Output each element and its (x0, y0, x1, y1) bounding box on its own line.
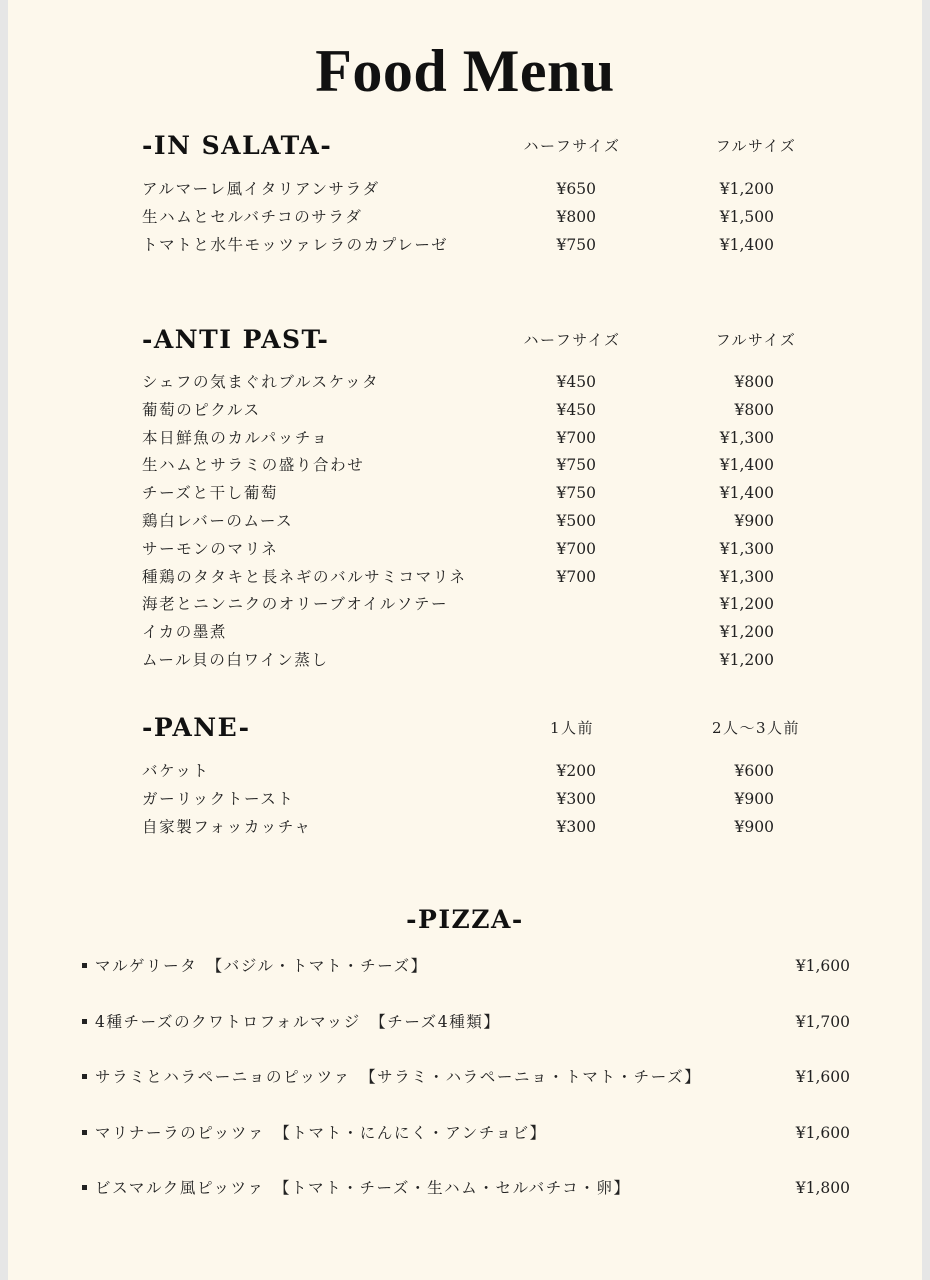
menu-item-name: イカの墨煮 (142, 623, 228, 642)
menu-item-price-2: ¥900 (734, 511, 774, 530)
column-header-full: フルサイズ (715, 137, 797, 155)
menu-item-price-2: ¥1,200 (719, 623, 774, 642)
bullet-icon (82, 1019, 87, 1024)
menu-item-row (8, 232, 922, 260)
menu-item-price-2: ¥900 (734, 817, 774, 836)
menu-item-name: チーズと干し葡萄 (142, 484, 279, 503)
column-header-shared: 2人〜3人前 (711, 719, 801, 737)
menu-item-price-1: ¥300 (556, 817, 596, 836)
menu-item-price-2: ¥1,300 (719, 567, 774, 586)
menu-item-price-2: ¥1,200 (719, 180, 774, 198)
pizza-item-price: ¥1,600 (795, 957, 850, 975)
menu-item-price-2: ¥1,400 (719, 235, 774, 254)
menu-item-name: ガーリックトースト (142, 789, 295, 808)
pane-items (8, 758, 922, 841)
menu-item-name: 海老とニンニクのオリーブオイルソテー (142, 595, 449, 614)
menu-item-name: 本日鮮魚のカルパッチョ (142, 428, 329, 447)
menu-item-price-1: ¥750 (556, 456, 596, 475)
menu-item-price-1: ¥700 (556, 428, 596, 447)
page-title: Food Menu (315, 38, 615, 104)
pizza-item-row (8, 1063, 922, 1091)
menu-item-row (8, 619, 922, 647)
menu-item-name: 鶏白レバーのムース (142, 511, 294, 530)
menu-item-name: 生ハムとサラミの盛り合わせ (142, 456, 365, 475)
pizza-title: -PIZZA- (406, 905, 524, 934)
menu-item-price-2: ¥1,200 (719, 595, 774, 614)
menu-item-row (8, 425, 922, 453)
menu-item-price-2: ¥1,300 (719, 428, 774, 447)
menu-item-name: 自家製フォッカッチャ (142, 817, 312, 836)
bullet-icon (82, 1185, 87, 1190)
pizza-item-price: ¥1,800 (795, 1179, 850, 1197)
menu-item-name: アルマーレ風イタリアンサラダ (142, 180, 380, 198)
menu-item-price-1: ¥750 (556, 484, 596, 503)
menu-item-name: サーモンのマリネ (142, 539, 279, 558)
menu-item-name: バケット (142, 762, 210, 780)
menu-item-row (8, 647, 922, 675)
menu-item-price-1: ¥500 (556, 511, 596, 530)
menu-item-price-1: ¥450 (556, 400, 596, 419)
menu-item-price-2: ¥1,400 (719, 456, 774, 475)
section-title: -ANTI PAST- (142, 325, 330, 354)
salata-items (8, 176, 922, 259)
menu-item-row (8, 480, 922, 508)
pizza-item-price: ¥1,600 (795, 1123, 850, 1142)
menu-item-price-2: ¥800 (734, 400, 774, 419)
menu-item-row (8, 397, 922, 425)
column-header-half: ハーフサイズ (523, 137, 621, 155)
pizza-item-price: ¥1,700 (795, 1012, 850, 1031)
pizza-item-name: マリナーラのピッツァ 【トマト・にんにく・アンチョビ】 (95, 1123, 547, 1142)
menu-item-price-2: ¥1,200 (719, 650, 774, 669)
section-header (8, 130, 922, 162)
section-header (8, 712, 922, 744)
menu-item-row (8, 508, 922, 536)
pizza-item-name: ビスマルク風ピッツァ 【トマト・チーズ・生ハム・セルバチコ・卵】 (95, 1179, 631, 1197)
pizza-item-row (8, 952, 922, 980)
menu-item-name: 種鶏のタタキと長ネギのバルサミコマリネ (142, 567, 467, 586)
pizza-item-price: ¥1,600 (795, 1068, 850, 1086)
section-header (8, 324, 922, 356)
section-title: -PANE- (142, 713, 251, 742)
menu-item-row (8, 536, 922, 564)
menu-item-row (8, 591, 922, 619)
menu-item-price-2: ¥600 (734, 762, 774, 780)
bullet-icon (82, 1130, 87, 1135)
column-header-single: 1人前 (549, 719, 595, 737)
menu-item-row (8, 369, 922, 397)
menu-item-name: ムール貝の白ワイン蒸し (142, 650, 329, 669)
menu-item-price-1: ¥750 (556, 235, 596, 254)
menu-item-price-1: ¥700 (556, 567, 596, 586)
bullet-icon (82, 1074, 87, 1079)
menu-item-row (8, 786, 922, 814)
menu-item-name: トマトと水牛モッツァレラのカプレーゼ (142, 235, 449, 254)
column-header-half: ハーフサイズ (523, 331, 621, 349)
menu-item-row (8, 758, 922, 786)
pizza-item-row (8, 1119, 922, 1147)
bullet-icon (82, 963, 87, 968)
section-title: -IN SALATA- (142, 131, 333, 160)
menu-item-price-1: ¥800 (556, 207, 596, 226)
column-header-full: フルサイズ (715, 331, 797, 349)
menu-item-price-1: ¥200 (556, 762, 596, 780)
menu-item-row (8, 564, 922, 592)
menu-page (8, 0, 922, 1280)
menu-item-price-1: ¥300 (556, 789, 596, 808)
menu-item-price-2: ¥1,500 (719, 207, 774, 226)
pizza-item-row (8, 1008, 922, 1036)
menu-item-name: 生ハムとセルバチコのサラダ (142, 207, 363, 226)
menu-item-price-2: ¥1,400 (719, 484, 774, 503)
menu-item-row (8, 204, 922, 232)
menu-item-price-2: ¥900 (734, 789, 774, 808)
antipasti-items (8, 369, 922, 675)
menu-item-price-1: ¥450 (556, 373, 596, 391)
menu-item-name: シェフの気まぐれブルスケッタ (142, 373, 380, 391)
menu-item-price-2: ¥800 (734, 373, 774, 391)
pizza-item-name: マルゲリータ 【バジル・トマト・チーズ】 (95, 957, 428, 975)
menu-item-price-1: ¥650 (556, 180, 596, 198)
menu-item-row (8, 814, 922, 842)
menu-item-row (8, 452, 922, 480)
menu-item-row (8, 176, 922, 204)
pizza-item-row (8, 1174, 922, 1202)
menu-item-price-1: ¥700 (556, 539, 596, 558)
menu-item-name: 葡萄のピクルス (142, 400, 261, 419)
pizza-item-name: 4種チーズのクワトロフォルマッジ 【チーズ4種類】 (95, 1012, 501, 1031)
menu-item-price-2: ¥1,300 (719, 539, 774, 558)
pizza-item-name: サラミとハラペーニョのピッツァ 【サラミ・ハラペーニョ・トマト・チーズ】 (95, 1068, 702, 1086)
